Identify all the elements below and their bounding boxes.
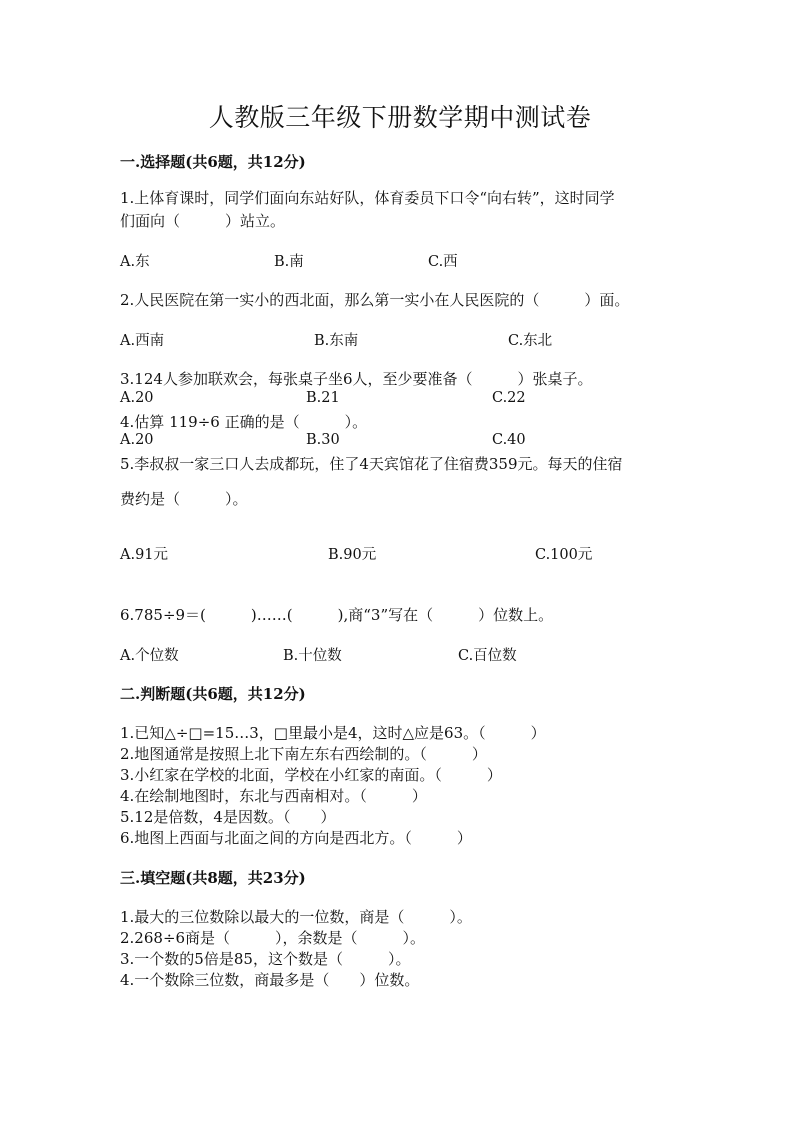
option-a: A.东 [120, 254, 150, 270]
question-line: 们面向（ ）站立。 [120, 212, 286, 230]
option-c: C.100元 [535, 547, 593, 563]
option-a: A.20 [120, 390, 154, 406]
option-b: B.十位数 [283, 648, 342, 664]
option-c: C.40 [492, 432, 526, 448]
page-title: 人教版三年级下册数学期中测试卷 [208, 103, 592, 132]
judgment-item: 1.已知△÷□=15…3，□里最小是4，这时△应是63。（ ） [120, 724, 546, 742]
question-line: 费约是（ ）。 [120, 490, 248, 508]
option-c: C.西 [428, 254, 458, 270]
judgment-item: 4.在绘制地图时，东北与西南相对。（ ） [120, 787, 427, 805]
option-c: C.百位数 [458, 648, 517, 664]
question-line: 6.785÷9＝( )……( ),商“3”写在（ ）位数上。 [120, 606, 554, 624]
question-line: 2.人民医院在第一实小的西北面，那么第一实小在人民医院的（ ）面。 [120, 291, 630, 309]
fill-blank-item: 4.一个数除三位数，商最多是（ ）位数。 [120, 971, 420, 989]
section-heading-judgment: 二.判断题(共6题，共12分) [120, 685, 306, 703]
option-b: B.90元 [328, 547, 377, 563]
judgment-item: 2.地图通常是按照上北下南左东右西绘制的。（ ） [120, 745, 487, 763]
question-line: 3.124人参加联欢会，每张桌子坐6人，至少要准备（ ）张桌子。 [120, 370, 593, 388]
option-a: A.20 [120, 432, 154, 448]
option-b: B.21 [306, 390, 340, 406]
judgment-item: 6.地图上西面与北面之间的方向是西北方。（ ） [120, 829, 472, 847]
question-line: 5.李叔叔一家三口人去成都玩，住了4天宾馆花了住宿费359元。每天的住宿 [120, 455, 623, 473]
fill-blank-item: 3.一个数的5倍是85，这个数是（ ）。 [120, 950, 411, 968]
option-a: A.西南 [120, 333, 165, 349]
option-b: B.南 [274, 254, 304, 270]
option-a: A.91元 [120, 547, 169, 563]
section-heading-choice: 一.选择题(共6题，共12分) [120, 153, 306, 171]
fill-blank-item: 1.最大的三位数除以最大的一位数，商是（ ）。 [120, 908, 472, 926]
judgment-item: 5.12是倍数，4是因数。（ ） [120, 808, 336, 826]
fill-blank-item: 2.268÷6商是（ ），余数是（ ）。 [120, 929, 426, 947]
question-line: 1.上体育课时，同学们面向东站好队，体育委员下口令“向右转”，这时同学 [120, 189, 615, 207]
option-b: B.东南 [314, 333, 359, 349]
question-line: 4.估算 119÷6 正确的是（ ）。 [120, 413, 368, 431]
option-c: C.22 [492, 390, 526, 406]
section-heading-fill-blank: 三.填空题(共8题，共23分) [120, 869, 306, 887]
option-c: C.东北 [508, 333, 553, 349]
option-a: A.个位数 [120, 648, 179, 664]
judgment-item: 3.小红家在学校的北面，学校在小红家的南面。（ ） [120, 766, 502, 784]
option-b: B.30 [306, 432, 340, 448]
